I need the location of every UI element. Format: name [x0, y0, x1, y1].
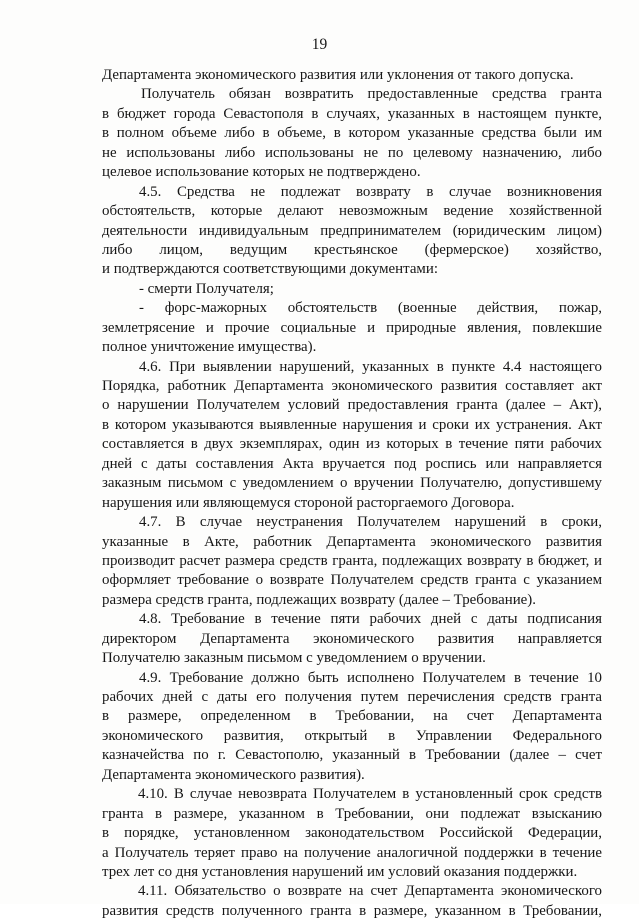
text-line: развития средств полученного гранта в размере, указанном в Требовании,	[102, 902, 602, 919]
text-line: в порядке, установленном законодательством Российской Федерации,	[102, 825, 602, 842]
text-line: Получатель обязан возвратить предоставленные средства гранта	[141, 86, 602, 103]
text-line: размера средств гранта, подлежащих возврату (далее – Требование).	[102, 591, 536, 608]
text-line: о нарушении Получателем условий предоставления гранта (далее – Акт),	[102, 397, 602, 414]
text-line: в размере, определенном в Требовании, на счет Департамента	[102, 708, 602, 725]
text-line: - форс-мажорных обстоятельств (военные действия, пожар,	[139, 300, 602, 317]
text-line: 4.11. Обязательство о возврате на счет Департамента экономического	[138, 883, 602, 900]
text-line: либо лицом, ведущим крестьянское (фермерское) хозяйство,	[102, 241, 602, 258]
text-line: казначейства по г. Севастополю, указанный в Требовании (далее – счет	[102, 747, 602, 764]
text-line: нарушения или являющемуся стороной расторгаемого Договора.	[102, 494, 515, 511]
text-line: оформляет требование о возврате Получателем средств гранта с указанием	[102, 572, 602, 589]
text-line: экономического развития, открытый в Управлении Федерального	[102, 727, 602, 744]
text-line: Порядка, работник Департамента экономического развития составляет акт	[102, 378, 602, 394]
text-line: обстоятельств, которые делают невозможным ведение хозяйственной	[102, 203, 602, 220]
text-line: 4.10. В случае невозврата Получателем в установленный срок средств	[138, 786, 602, 803]
text-line: в полном объеме либо в объеме, в котором указанные средства были им	[102, 125, 602, 142]
text-line: производит расчет размера средств гранта, подлежащих возврату в бюджет, и	[102, 552, 602, 569]
page-number: 19	[311, 36, 328, 53]
text-line: 4.9. Требование должно быть исполнено Получателем в течение 10	[139, 669, 602, 686]
text-line: директором Департамента экономического развития направляется	[102, 630, 602, 647]
text-line: 4.8. Требование в течение пяти рабочих дней с даты подписания	[139, 611, 602, 628]
text-line: рабочих дней с даты его получения путем перечисления средств гранта	[102, 689, 602, 705]
text-line: землетрясение и прочие социальные и природные явления, повлекшие	[102, 319, 602, 336]
text-line: Получателю заказным письмом с уведомлением о вручении.	[102, 650, 486, 667]
text-line: в котором указываются выявленные нарушения и сроки их устранения. Акт	[102, 416, 602, 433]
text-line: 4.6. При выявлении нарушений, указанных в пункте 4.4 настоящего	[139, 358, 602, 375]
text-line: трех лет со дня установления нарушений им условий оказания поддержки.	[102, 863, 578, 880]
text-line: гранта в размере, указанном в Требовании, они подлежат взысканию	[102, 805, 602, 822]
text-line: 4.5. Средства не подлежат возврату в случае возникновения	[139, 183, 602, 200]
text-line: в бюджет города Севастополя в случаях, указанных в настоящем пункте,	[102, 105, 602, 122]
text-line: а Получатель теряет право на получение аналогичной поддержки в течение	[102, 844, 602, 861]
text-line: дней с даты составления Акта вручается под роспись или направляется	[102, 455, 602, 472]
text-line: и подтверждаются соответствующими документами:	[102, 261, 438, 278]
text-line: деятельности индивидуальным предпринимателем (юридическим лицом)	[102, 222, 602, 239]
text-line: Департамента экономического развития).	[102, 766, 365, 783]
text-line: составляется в двух экземплярах, один из которых в течение пяти рабочих	[102, 436, 602, 453]
document-body	[102, 66, 602, 921]
text-line: полное уничтожение имущества).	[102, 339, 317, 356]
text-line: не использованы либо использованы не по целевому назначению, либо	[102, 144, 602, 161]
text-line: целевое использование которых не подтверждено.	[102, 164, 421, 181]
text-line: заказным письмом с уведомлением о вручении Получателю, допустившему	[102, 475, 602, 492]
text-line: Департамента экономического развития или уклонения от такого допуска.	[102, 67, 574, 83]
text-line: 4.7. В случае неустранения Получателем нарушений в сроки,	[139, 514, 602, 531]
text-line: - смерти Получателя;	[139, 280, 274, 297]
text-line: указанные в Акте, работник Департамента экономического развития	[102, 533, 602, 550]
